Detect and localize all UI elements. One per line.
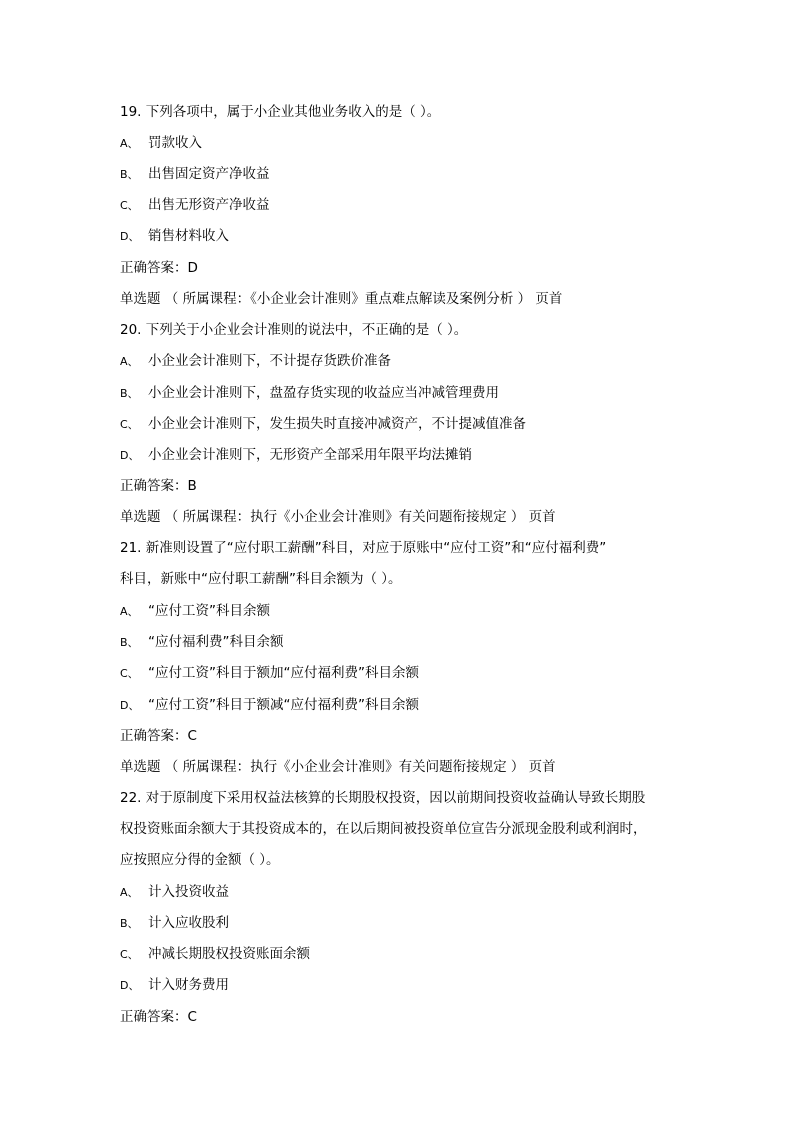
question-21-option-c bbox=[120, 664, 419, 683]
option-text: 小企业会计准则下，不计提存货跌价准备 bbox=[148, 353, 391, 369]
option-letter: B、 bbox=[120, 917, 139, 930]
question-20-answer: 正确答案：B bbox=[120, 478, 197, 494]
option-letter: D、 bbox=[120, 979, 140, 992]
option-text: “应付福利费”科目余额 bbox=[148, 634, 284, 650]
question-19-option-b bbox=[120, 165, 270, 184]
option-letter: B、 bbox=[120, 387, 139, 400]
option-letter: A、 bbox=[120, 355, 139, 368]
question-22-option-d bbox=[120, 976, 229, 995]
option-text: 罚款收入 bbox=[148, 135, 202, 151]
question-21-option-a bbox=[120, 602, 270, 621]
question-19-source: 单选题 （ 所属课程：《小企业会计准则》重点难点解读及案例分析 ） 页首 bbox=[120, 291, 563, 307]
option-text: 出售固定资产净收益 bbox=[148, 166, 270, 182]
question-22-stem-line-1: 22. 对于原制度下采用权益法核算的长期股权投资，因以前期间投资收益确认导致长期股 bbox=[120, 790, 646, 806]
option-letter: B、 bbox=[120, 636, 139, 649]
option-text: 小企业会计准则下，盘盈存货实现的收益应当冲减管理费用 bbox=[148, 385, 499, 401]
option-text: “应付工资”科目于额减“应付福利费”科目余额 bbox=[148, 697, 419, 713]
question-21-source: 单选题 （ 所属课程：执行《小企业会计准则》有关问题衔接规定 ） 页首 bbox=[120, 759, 556, 775]
question-21-answer: 正确答案：C bbox=[120, 728, 197, 744]
question-19-answer: 正确答案：D bbox=[120, 260, 198, 276]
question-19-option-a bbox=[120, 134, 202, 153]
question-21-stem-line-2: 科目，新账中“应付职工薪酬”科目余额为（ ）。 bbox=[120, 571, 402, 587]
question-20-option-b bbox=[120, 384, 499, 403]
option-letter: B、 bbox=[120, 168, 139, 181]
question-20-source: 单选题 （ 所属课程：执行《小企业会计准则》有关问题衔接规定 ） 页首 bbox=[120, 509, 556, 525]
question-19-option-d bbox=[120, 227, 229, 246]
option-letter: C、 bbox=[120, 667, 139, 680]
option-letter: A、 bbox=[120, 605, 139, 618]
option-text: “应付工资”科目余额 bbox=[148, 603, 270, 619]
option-text: 冲减长期股权投资账面余额 bbox=[148, 946, 310, 962]
option-text: “应付工资”科目于额加“应付福利费”科目余额 bbox=[148, 665, 419, 681]
option-text: 小企业会计准则下，无形资产全部采用年限平均法摊销 bbox=[148, 447, 472, 463]
question-21-option-d bbox=[120, 696, 419, 715]
question-22-answer: 正确答案：C bbox=[120, 1009, 197, 1025]
question-19-option-c bbox=[120, 196, 270, 215]
option-letter: D、 bbox=[120, 699, 140, 712]
option-text: 出售无形资产净收益 bbox=[148, 197, 270, 213]
question-22-stem-line-3: 应按照应分得的金额（ ）。 bbox=[120, 852, 280, 868]
option-letter: C、 bbox=[120, 199, 139, 212]
question-20-option-c bbox=[120, 415, 526, 434]
question-21-option-b bbox=[120, 633, 284, 652]
option-letter: D、 bbox=[120, 230, 140, 243]
option-text: 计入投资收益 bbox=[148, 884, 229, 900]
question-20-stem: 20. 下列关于小企业会计准则的说法中，不正确的是（ ）。 bbox=[120, 322, 468, 338]
question-20-option-a bbox=[120, 352, 391, 371]
question-22-option-a bbox=[120, 883, 229, 902]
question-19-stem: 19. 下列各项中，属于小企业其他业务收入的是（ ）。 bbox=[120, 104, 441, 120]
question-20-option-d bbox=[120, 446, 472, 465]
question-22-stem-line-2: 权投资账面余额大于其投资成本的，在以后期间被投资单位宣告分派现金股利或利润时， bbox=[120, 821, 647, 837]
option-text: 计入应收股利 bbox=[148, 915, 229, 931]
question-22-option-c bbox=[120, 945, 310, 964]
option-text: 小企业会计准则下，发生损失时直接冲减资产，不计提减值准备 bbox=[148, 416, 526, 432]
option-letter: D、 bbox=[120, 449, 140, 462]
option-letter: A、 bbox=[120, 886, 139, 899]
option-letter: C、 bbox=[120, 418, 139, 431]
question-22-option-b bbox=[120, 914, 229, 933]
option-letter: A、 bbox=[120, 137, 139, 150]
option-text: 计入财务费用 bbox=[148, 977, 229, 993]
option-letter: C、 bbox=[120, 948, 139, 961]
question-21-stem-line-1: 21. 新准则设置了“应付职工薪酬”科目，对应于原账中“应付工资”和“应付福利费” bbox=[120, 540, 607, 556]
option-text: 销售材料收入 bbox=[148, 228, 229, 244]
